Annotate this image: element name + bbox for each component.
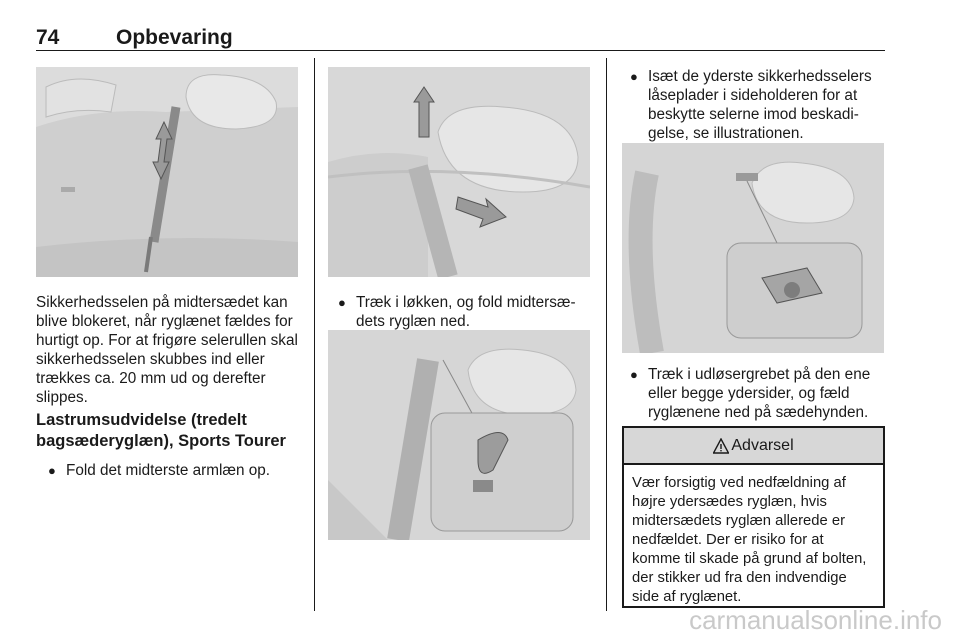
bullet-icon: ●	[48, 463, 56, 478]
list-item	[48, 461, 298, 480]
list-item-text: Fold det midterste armlæn op.	[66, 462, 271, 479]
page-title: Opbevaring	[116, 26, 233, 49]
column-divider	[314, 58, 315, 611]
watermark: carmanualsonline.info	[689, 605, 942, 635]
list-item	[630, 365, 888, 422]
warning-text: Vær forsigtig ved nedfældning af højre ydersædes ryglæn, hvis midtersædets ryglæn allerede er nedfældet. Der er risiko for at komme til skade på grund af bolten, der stikker ud fra den indvendige side af ryglænet.	[632, 475, 867, 605]
page-number: 74	[36, 26, 60, 49]
figure-center-seatbelt	[36, 67, 298, 277]
section-heading: Lastrumsudvidelse (tredelt bagsæderyglæn), Sports Tourer	[36, 411, 286, 450]
warning-box	[622, 426, 885, 608]
figure-release-lever	[328, 330, 590, 540]
list-item-text: Isæt de yderste sikkerhedsselers låseplader i sideholderen for at beskytte selerne imod beskadi-gelse, se illustrationen.	[648, 68, 872, 142]
list-item	[338, 293, 593, 331]
list-item-text: Træk i løkken, og fold midtersæ-dets ryglæn ned.	[356, 294, 576, 330]
column-divider	[606, 58, 607, 611]
figure-headrest-loop	[328, 67, 590, 277]
list-item-text: Træk i udløsergrebet på den ene eller begge ydersider, og fæld ryglænene ned på sædehynden.	[648, 366, 871, 421]
bullet-icon: ●	[630, 69, 638, 84]
warning-title: Advarsel	[731, 436, 794, 454]
figure-belt-holder	[622, 143, 884, 353]
warning-triangle-icon	[713, 438, 729, 454]
header-rule	[36, 50, 885, 51]
warning-header	[624, 428, 883, 465]
bullet-icon: ●	[338, 295, 346, 310]
col1-paragraph: Sikkerhedsselen på midtersædet kan blive blokeret, når ryglænet fældes for hurtigt op. For at frigøre selerullen skal sikkerhedsselen skubbes ind eller trækkes ca. 20 mm ud og derefter slippes.	[36, 294, 298, 406]
list-item	[630, 67, 888, 143]
bullet-icon: ●	[630, 367, 638, 382]
